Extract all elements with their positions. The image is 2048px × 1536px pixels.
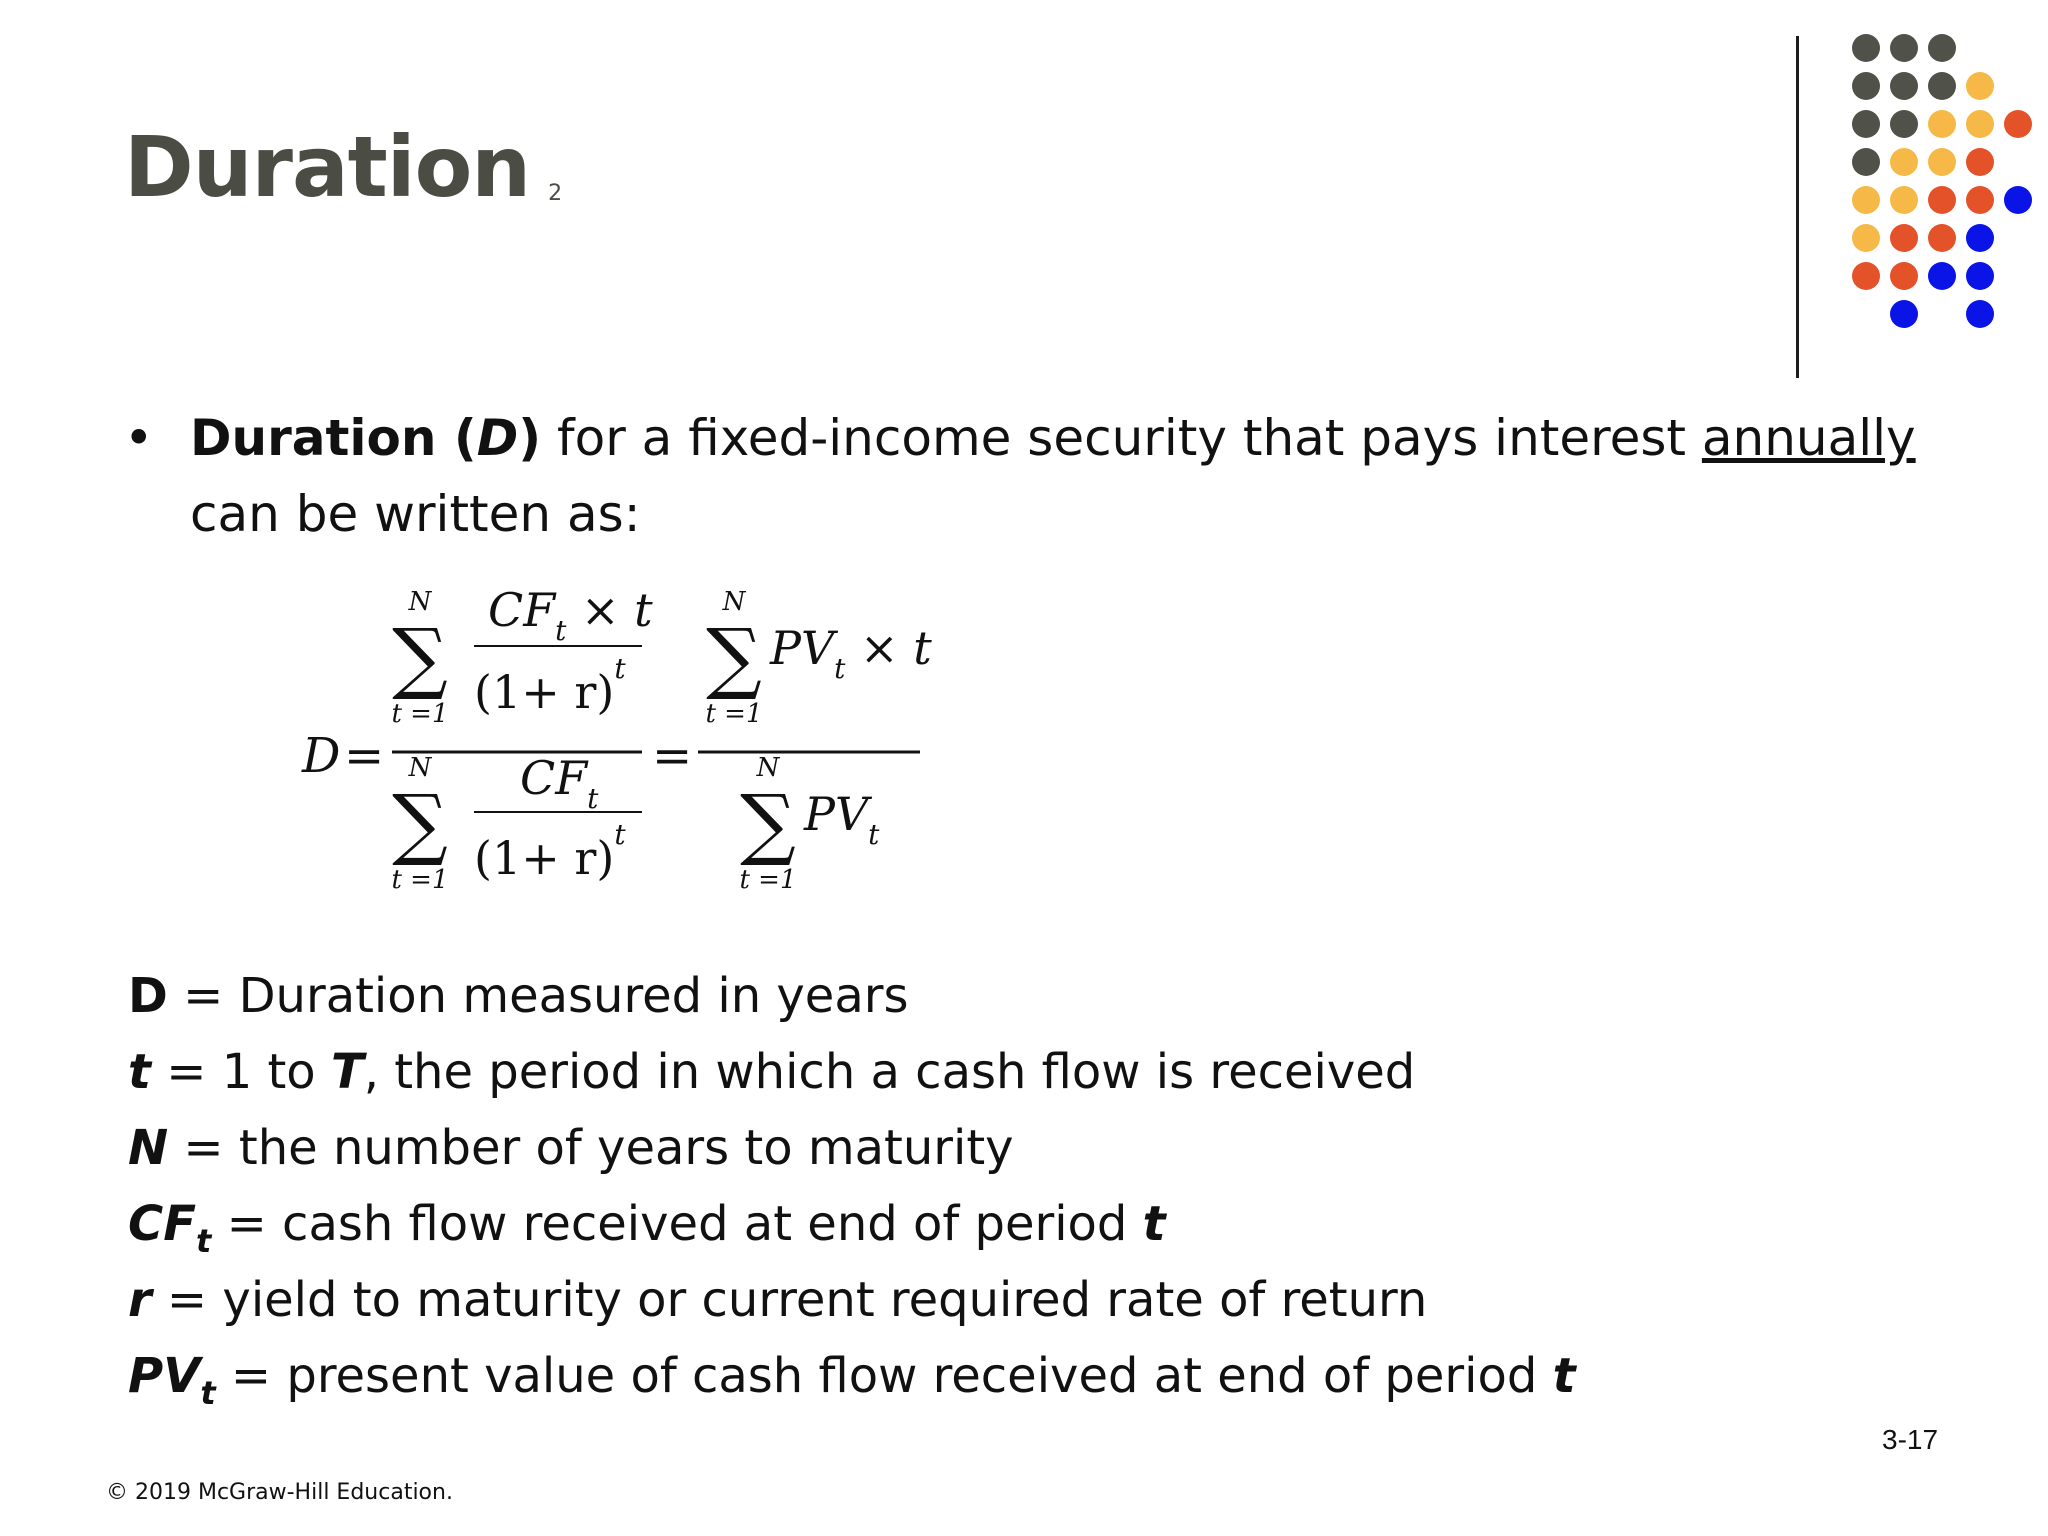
title-main: Duration [124,118,531,216]
decorative-dot [1928,34,1956,62]
definition-N: N = the number of years to maturity [128,1120,1014,1176]
decorative-dot [2004,110,2032,138]
decorative-dot [1966,300,1994,328]
decorative-dot [1928,186,1956,214]
decorative-dot [1928,224,1956,252]
den-lower-t1: t =1 [391,865,449,895]
decorative-dot [1966,224,1994,252]
definition-PVt: $PV_t$ = present value of cash flow received at end of period t [128,1348,1576,1412]
decorative-dot [1852,72,1880,100]
bullet-paragraph [124,400,1944,552]
decorative-dot [1928,262,1956,290]
bullet-term: Duration (D) [190,409,542,467]
copyright: © 2019 McGraw-Hill Education. [106,1480,453,1505]
decorative-dot [1890,262,1918,290]
num-lower-t1: t =1 [391,699,449,729]
den-cf: $CF_t$ [520,751,599,815]
decorative-dot [1852,224,1880,252]
definitions-list [128,958,1928,1414]
right-num-sigma: ∑ [706,613,762,703]
decorative-dot [1852,34,1880,62]
right-pv-times-t: $PV_t \times t$ [770,621,932,685]
decorative-dot [1966,110,1994,138]
bullet-marker: • [124,409,154,467]
right-num-upper-N: N [722,587,746,617]
decorative-dot [2004,186,2032,214]
decorative-dot [1890,72,1918,100]
definition-r: r = yield to maturity or current required rate of return [128,1272,1428,1328]
decorative-dot [1966,186,1994,214]
decorative-dot [1890,224,1918,252]
bullet-text: Duration (D) for a fixed-income security that pays interest annually can be written as: [190,409,1916,543]
decorative-dot [1928,148,1956,176]
decorative-dot [1852,262,1880,290]
right-pv: $PV_t$ [804,787,880,851]
slide-title [124,118,561,216]
den-sigma: ∑ [392,779,448,869]
formula-equals-1: = [344,728,385,784]
decorative-dot [1890,148,1918,176]
definition-D: D = Duration measured in years [128,968,909,1024]
den-upper-N: N [408,753,432,783]
decorative-dot [1966,262,1994,290]
num-one-plus-r: $(1+ r)^t$ [474,652,626,719]
decorative-dot [1928,110,1956,138]
definition-t: t = 1 to T, the period in which a cash flow is received [128,1044,1416,1100]
decorative-dot [1890,186,1918,214]
decorative-dot [1890,110,1918,138]
right-den-lower-t1: t =1 [739,865,797,895]
decorative-dot [1852,186,1880,214]
duration-formula [280,580,940,920]
decorative-dot [1928,72,1956,100]
right-num-lower-t1: t =1 [705,699,763,729]
title-divider [1796,36,1799,378]
formula-equals-2: = [652,728,693,784]
decorative-dot [1890,34,1918,62]
title-sub: 2 [548,181,562,206]
num-sigma: ∑ [392,613,448,703]
page-number: 3-17 [1882,1424,1939,1455]
den-one-plus-r: $(1+ r)^t$ [474,818,626,885]
formula-lhs-D: D [302,728,341,784]
decorative-dot [1852,148,1880,176]
underlined-annually: annually [1701,409,1916,467]
right-den-upper-N: N [756,753,780,783]
right-den-sigma: ∑ [740,779,796,869]
num-upper-N: N [408,587,432,617]
definition-CFt: $CF_t$ = cash flow received at end of period t [128,1196,1166,1260]
decorative-dot [1852,110,1880,138]
num-cf-times-t: $CF_t \times t$ [488,583,653,647]
decorative-dot [1890,300,1918,328]
decorative-dot [1966,72,1994,100]
decorative-dot [1966,148,1994,176]
